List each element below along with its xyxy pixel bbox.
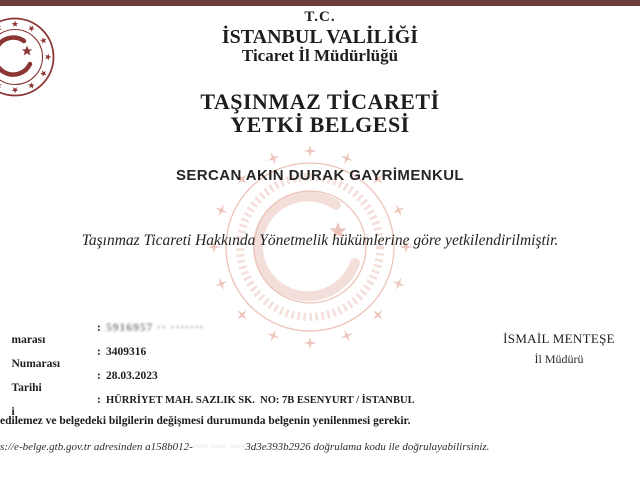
- field-label: i: [11, 406, 15, 418]
- business-name: SERCAN AKIN DURAK GAYRİMENKUL: [175, 167, 464, 184]
- field-label: marası: [11, 334, 46, 346]
- header-directorate: Ticaret İl Müdürlüğü: [241, 46, 399, 65]
- verification-url-text: s://e-belge.gtb.gov.tr adresinden a158b012-: [0, 441, 193, 453]
- verification-code-obscured: ···· ···· ····: [192, 441, 246, 453]
- field-separator: :: [97, 370, 101, 382]
- field-label: Numarası: [11, 358, 61, 370]
- field-separator: :: [97, 394, 101, 406]
- verification-line: [0, 441, 640, 453]
- header-governorship: İSTANBUL VALİLİĞİ: [221, 26, 419, 48]
- authorization-statement: Taşınmaz Ticareti Hakkında Yönetmelik hükümlerine göre yetkilendirilmiştir.: [81, 232, 559, 249]
- verification-code-suffix: 3d3e393b2926 doğrulama kodu ile doğrulayabilirsiniz.: [245, 441, 490, 453]
- field-value: 3409316: [106, 346, 147, 358]
- field-separator: :: [97, 322, 101, 334]
- top-border-bar: [0, 0, 640, 6]
- certificate-title-line2: YETKİ BELGESİ: [230, 112, 410, 137]
- renewal-notice: edilemez ve belgedeki bilgilerin değişmesi durumunda belgenin yenilenmesi gerekir.: [0, 415, 411, 427]
- field-label: Tarihi: [11, 382, 42, 394]
- signatory-title: İl Müdürü: [534, 352, 584, 366]
- signatory-name: İSMAİL MENTEŞE: [503, 331, 615, 346]
- header-country-abbrev: T.C.: [304, 9, 336, 25]
- field-separator: :: [97, 346, 101, 358]
- field-value: 5916957 ·· ·······: [106, 322, 205, 334]
- certificate-title-line1: TAŞINMAZ TİCARETİ: [200, 89, 440, 114]
- signature-block: [480, 331, 638, 367]
- field-value: 28.03.2023: [106, 370, 158, 382]
- field-value: HÜRRİYET MAH. SAZLIK SK. NO: 7B ESENYURT / İSTANBUL: [106, 395, 415, 406]
